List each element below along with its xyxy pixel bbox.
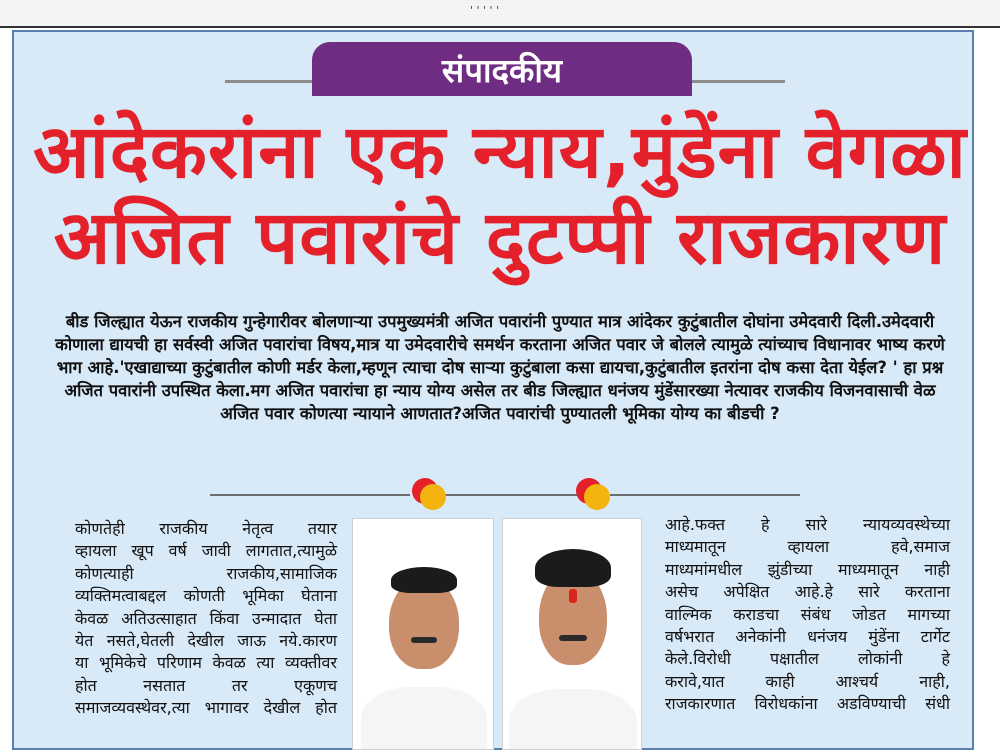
- masthead-strip: [0, 0, 1000, 28]
- column-line: केवळ अतिउत्साहात किंवा उन्मादात घेता: [75, 608, 337, 628]
- column-line: केले.विरोधी पक्षातील लोकांनी हे: [665, 649, 950, 669]
- column-line: समाजव्यवस्थेवर,त्या भागावर देखील होत: [75, 698, 337, 718]
- column-line: माध्यमांमधील झुंडीच्या माध्यमातून नाही: [665, 559, 950, 579]
- column-line: कोणत्याही राजकीय,सामाजिक: [75, 563, 337, 583]
- column-line: या भूमिकेचे परिणाम केवळ त्या व्यक्तीवर: [75, 653, 337, 673]
- column-line: माध्यमातून व्हायला हवे,समाज: [665, 537, 950, 557]
- column-line: होत नसतात तर एकूणच: [75, 675, 337, 695]
- banner-rule-left: [225, 80, 317, 83]
- ornament-dot-icon: [412, 478, 446, 512]
- column-line: असेच अपेक्षित आहे.हे सारे करताना: [665, 582, 950, 602]
- right-column: [665, 514, 950, 716]
- column-line: व्हायला खूप वर्ष जावी लागतात,त्यामुळे: [75, 541, 337, 561]
- divider-line: [440, 494, 580, 496]
- ornament-dot-icon: [576, 478, 610, 512]
- divider-line: [210, 494, 410, 496]
- column-line: येत नसते,घेतली देखील जाऊ नये.कारण: [75, 631, 337, 651]
- left-column: [75, 518, 337, 720]
- column-line: कोणतेही राजकीय नेतृत्व तयार: [75, 519, 337, 538]
- headline-line-1: आंदेकरांना एक न्याय,मुंडेंना वेगळा: [33, 109, 967, 195]
- column-line: वाल्मिक कराडचा संबंध जोडत मागच्या: [665, 604, 950, 624]
- column-line: वर्षभरात अनेकांनी धनंजय मुंडेंना टार्गेट: [665, 627, 950, 647]
- divider-line: [610, 494, 800, 496]
- portrait-photo-right: [502, 518, 642, 750]
- lead-paragraph: बीड जिल्ह्यात येऊन राजकीय गुन्हेगारीवर बोलणाऱ्या उपमुख्यमंत्री अजित पवारांनी पुण्यात मात्र आंदेकर कुटुंबातील दोघांना उमेदवारी दिली.उमेदवारी कोणाला द्यायची हा सर्वस्वी अजित पवारांचा विषय,मात्र या उमेदवारीचे समर्थन करताना अजित पवार जे बोलले त्यामुळे त्यांच्याच विधानावर भाष्य करणे भाग आहे.'एखाद्याच्या कुटुंबातील कोणी मर्डर केला,म्हणून त्याचा दोष साऱ्या कुटुंबाला कसा द्यायचा,कुटुंबातील इतरांना दोष कसा देता येईल? ' हा प्रश्न अजित पवारांनी उपस्थित केला.मग अजित पवारांचा हा न्याय योग्य असेल तर बीड जिल्ह्यात धनंजय मुंडेंसारख्या नेत्यावर राजकीय विजनवासाची वेळ अजित पवार कोणत्या न्यायाने आणतात?अजित पवारांची पुण्यातली भूमिका योग्य का बीडची ?: [55, 312, 945, 423]
- column-line: करावे,यात काही आश्चर्य नाही,: [665, 671, 950, 691]
- portrait-photo-left: [352, 518, 494, 750]
- headline-line-2: अजित पवारांचे दुटप्पी राजकारण: [53, 195, 947, 281]
- column-line: राजकारणात विरोधकांना अडविण्याची संधी: [665, 694, 950, 714]
- section-banner: संपादकीय: [312, 42, 692, 96]
- masthead-text: ' ' ' ' ': [470, 4, 500, 17]
- banner-rule-right: [690, 80, 785, 83]
- column-line: व्यक्तिमत्वाबद्दल कोणती भूमिका घेताना: [75, 586, 337, 606]
- column-line: आहे.फक्त हे सारे न्यायव्यवस्थेच्या: [665, 515, 950, 534]
